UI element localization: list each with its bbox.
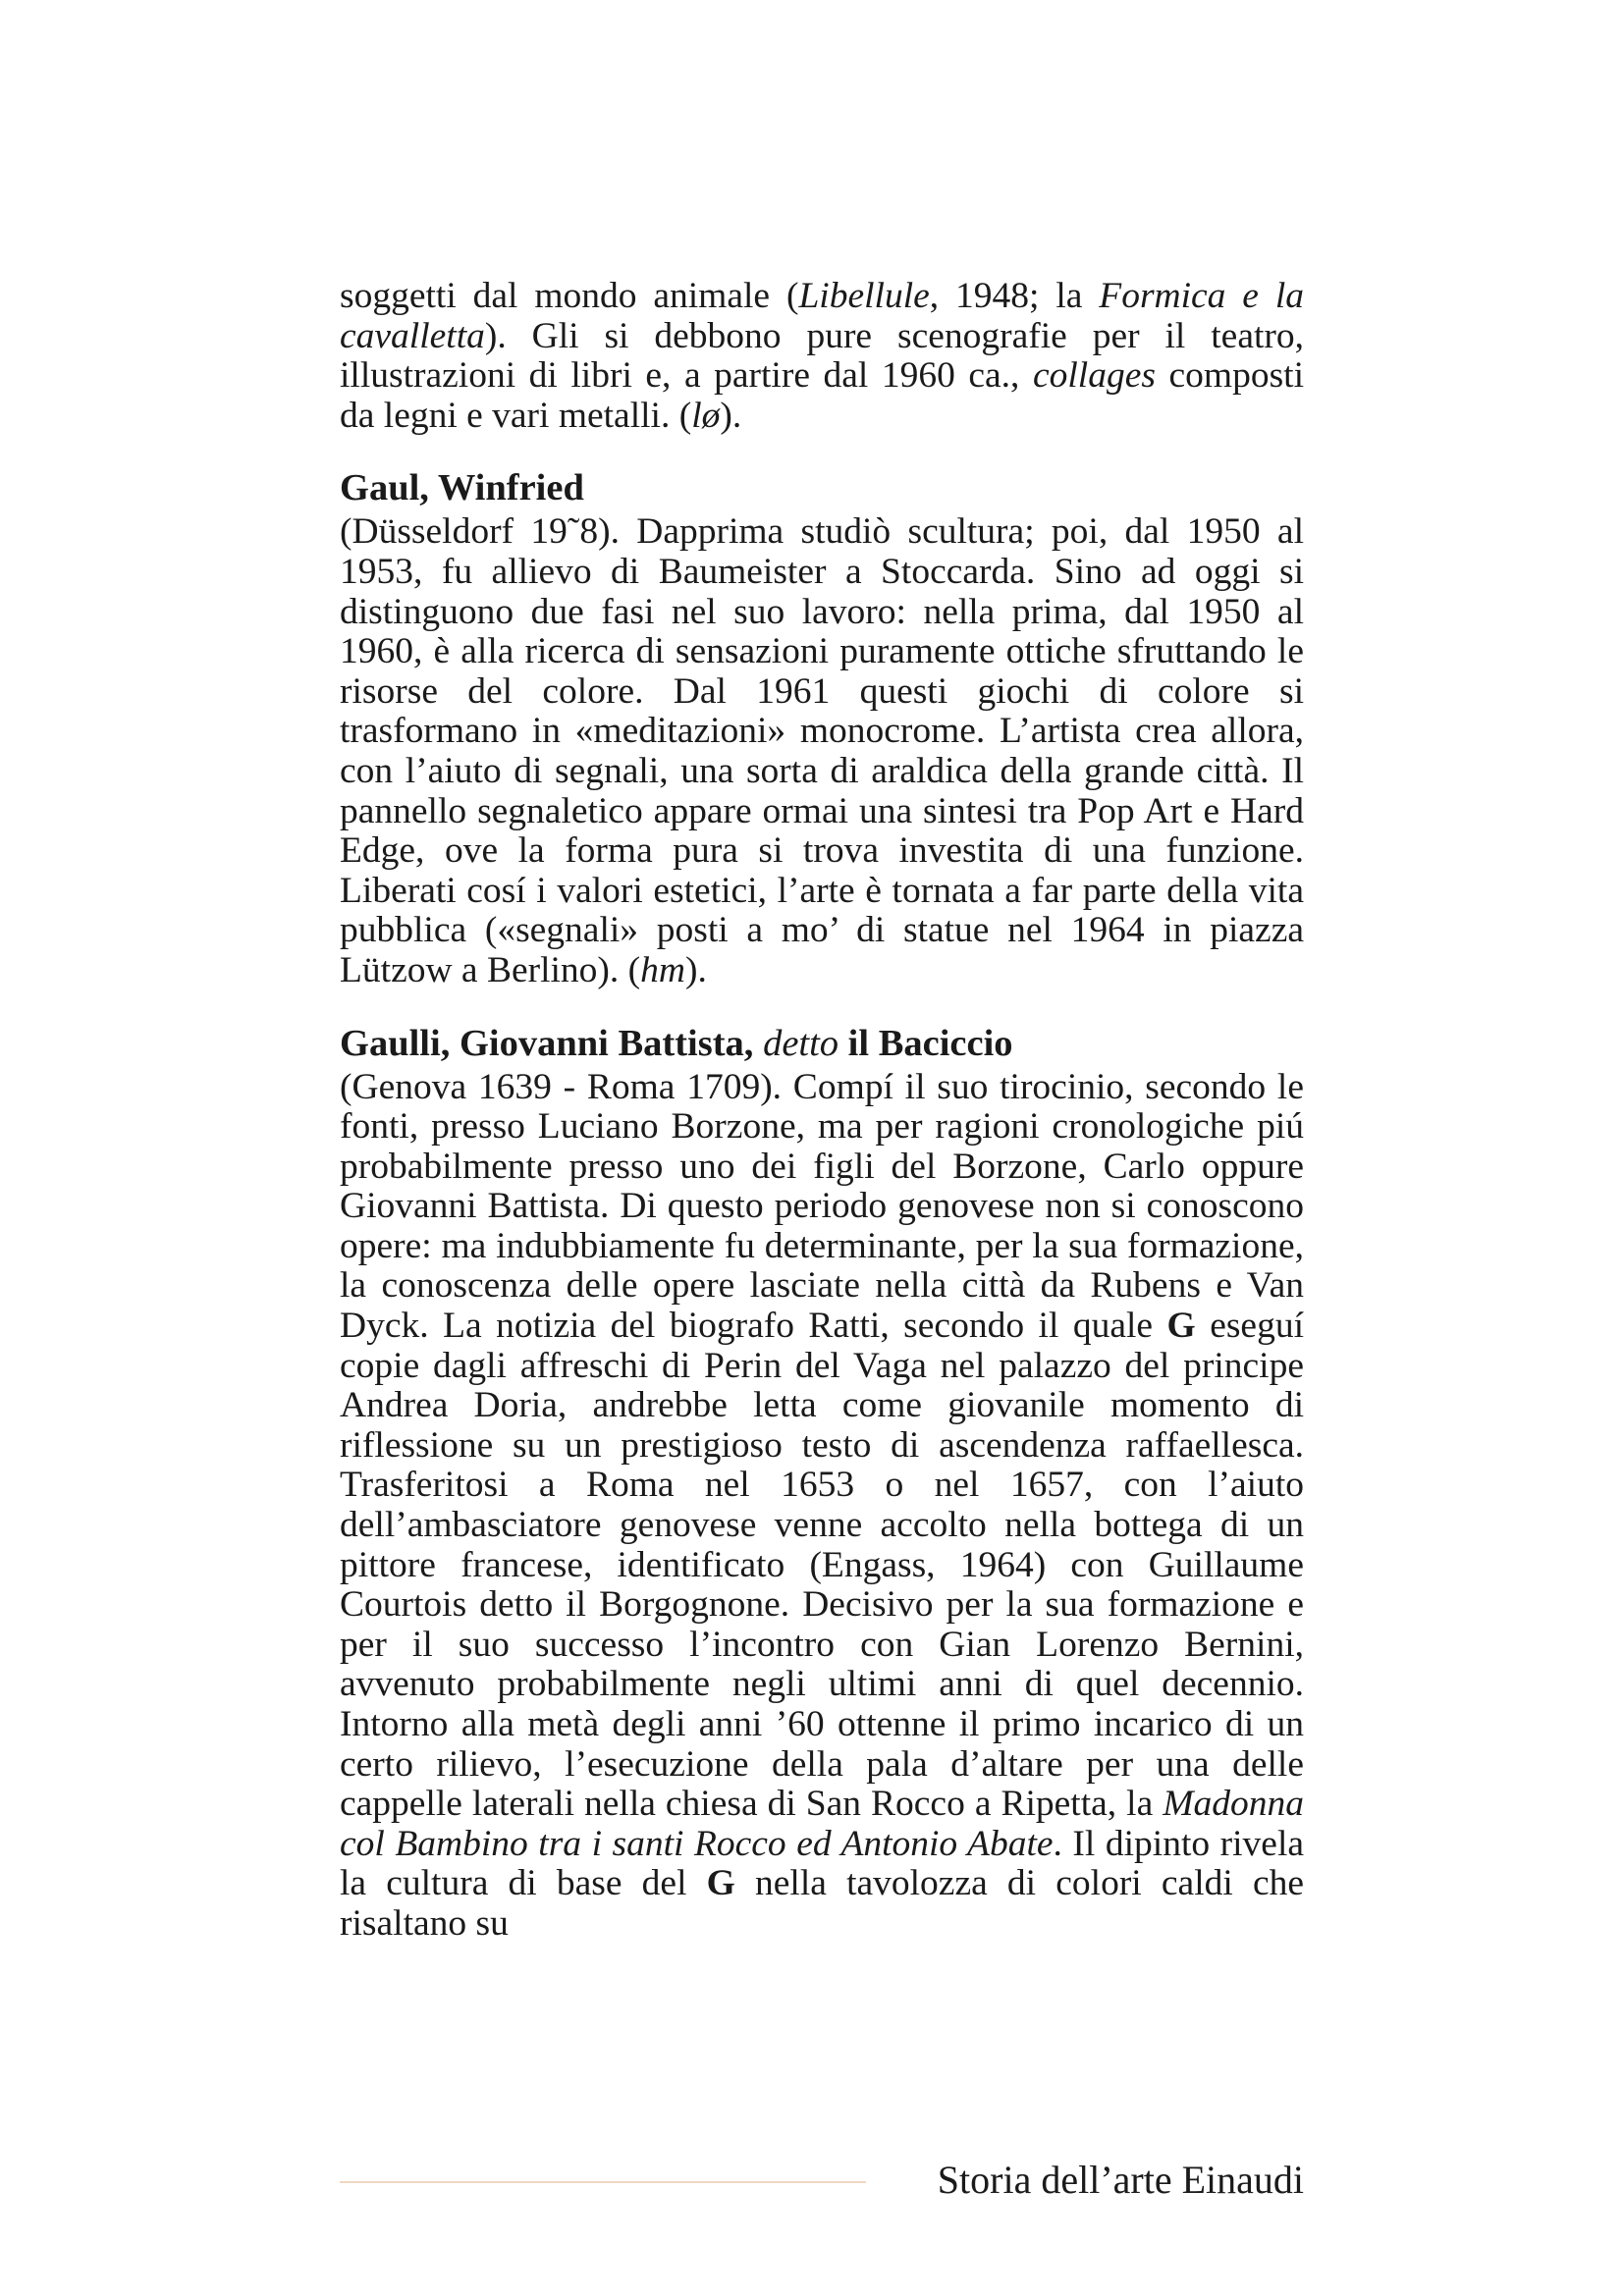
text-run: ).	[720, 395, 742, 436]
entry-abbreviation: G	[1166, 1306, 1196, 1347]
page-footer	[340, 2156, 1304, 2205]
heading-name: Gaulli, Giovanni Battista,	[340, 1022, 764, 1064]
text-run: (Düsseldorf 19˜8). Dapprima studiò scultura; poi, dal 1950 al 1953, fu allievo di Baumeister a Stoccarda. Sino ad oggi si distinguono due fasi nel suo lavoro: nella prima, dal 1950 al 1960, è alla ricerca di sensazioni puramente ottiche sfruttando le risorse del colore. Dal 1961 questi giochi di colore si trasformano in «meditazioni» monocrome. L’artista crea allora, con l’aiuto di segnali, una sorta di araldica della grande città. Il pannello segnaletico appare ormai una sintesi tra Pop Art e Hard Edge, ove la forma pura si trova investita di una funzione. Liberati cosí i valori estetici, l’arte è tornata a far parte della vita pubblica («segnali» posti a mo’ di statue nel 1964 in piazza Lützow a Berlino). (	[340, 511, 1304, 990]
text-run: . Il dipinto rivela la cultura di base del	[340, 1823, 1305, 1904]
text-run: nella tavolozza di colori caldi che risaltano su	[340, 1863, 1304, 1944]
footer-rule	[340, 2181, 866, 2183]
heading-detto: detto	[763, 1022, 839, 1064]
artwork-title: Madonna col Bambino tra i santi Rocco ed Antonio Abate	[340, 1784, 1304, 1864]
text-run: soggetti dal mondo animale (	[340, 276, 799, 316]
text-run: , 1948; la	[929, 276, 1100, 316]
artwork-title: Libellule	[798, 276, 930, 316]
text-run: ). Gli si debbono pure scenografie per il teatro, illustrazioni di libri e, a partire dal 1960 ca.,	[340, 315, 1304, 397]
technique-term: collages	[1032, 355, 1156, 397]
footer-publication-title: Storia dell’arte Einaudi	[937, 2158, 1304, 2202]
entry-heading-gaul: Gaul, Winfried	[340, 467, 584, 509]
heading-nickname: il Baciccio	[839, 1022, 1013, 1064]
author-initials: hm	[640, 949, 685, 990]
entry-body-gaul	[340, 512, 1304, 990]
text-run: eseguí copie dagli affreschi di Perin del Vaga nel palazzo del principe Andrea Doria, andrebbe letta come giovanile momento di riflessione su un prestigioso testo di ascendenza raffaellesca. Trasferitosi a Roma nel 1653 o nel 1657, con l’aiuto dell’ambasciatore genovese venne accolto nella bottega di un pittore francese, identificato (Engass, 1964) con Guillaume Courtois detto il Borgognone. Decisivo per la sua formazione e per il suo successo l’incontro con Gian Lorenzo Bernini, avvenuto probabilmente negli ultimi anni di quel decennio. Intorno alla metà degli anni ’60 ottenne il primo incarico di un certo rilievo, l’esecuzione della pala d’altare per una delle cappelle laterali nella chiesa di San Rocco a Ripetta, la	[340, 1306, 1304, 1825]
artwork-title: Formica e la cavalletta	[340, 276, 1305, 356]
author-initials: lø	[691, 395, 721, 436]
text-run: ).	[685, 949, 707, 990]
intro-paragraph	[340, 277, 1304, 436]
text-run: (Genova 1639 - Roma 1709). Compí il suo tirocinio, secondo le fonti, presso Luciano Borzone, ma per ragioni cronologiche piú probabilmente presso uno dei figli del Borzone, Carlo oppure Giovanni Battista. Di questo periodo genovese non si conoscono opere: ma indubbiamente fu determinante, per la sua formazione, la conoscenza delle opere lasciate nella città da Rubens e Van Dyck. La notizia del biografo Ratti, secondo il quale	[340, 1066, 1304, 1347]
text-run: composti da legni e vari metalli. (	[340, 355, 1304, 436]
entry-heading-gaulli	[340, 1021, 1304, 1066]
page-body	[340, 277, 1304, 1945]
entry-abbreviation: G	[706, 1863, 735, 1904]
entry-body-gaulli	[340, 1068, 1304, 1945]
